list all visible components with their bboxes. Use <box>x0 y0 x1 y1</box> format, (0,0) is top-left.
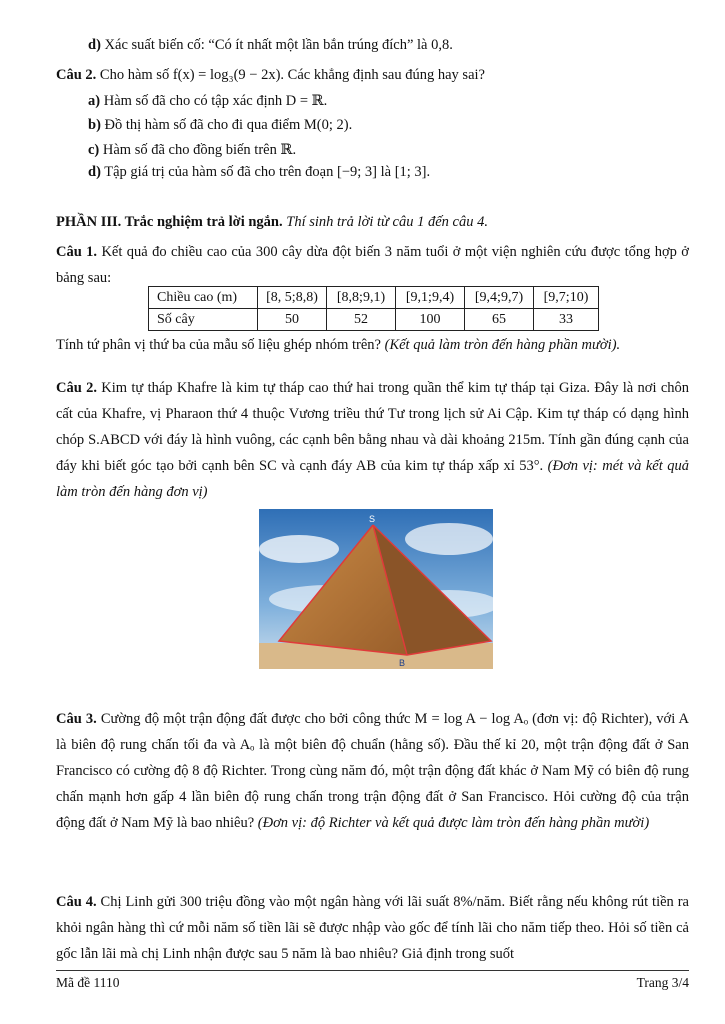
question-head: Câu 1. <box>56 244 98 260</box>
question-text: Kim tự tháp Khafre là kim tự tháp cao thứ hai trong quần thể kim tự tháp tại Giza. Đây là nơi chôn cất của Khafre, vị Pharaon thứ 4 thuộc Vương triều thứ Tư trong lịch sử Ai Cập. Kim tự tháp có dạng hình chóp S.ABCD với đáy là hình vuông, các cạnh bên bằng nhau và dài khoảng 215m. Tính gần đúng cạnh của đáy khi biết góc tạo bởi cạnh bên SC và cạnh đáy AB của kim tự tháp xấp xỉ 53°. <box>56 380 689 474</box>
part-title: PHẦN III. Trắc nghiệm trả lời ngắn. <box>56 214 283 230</box>
question-note: (Đơn vị: độ Richter và kết quả được làm tròn đến hàng phần mười) <box>254 815 650 831</box>
question-note: (Đơn vị: mét và kết quả làm tròn đến hàng đơn vị) <box>56 458 689 500</box>
frequency-table <box>148 286 599 331</box>
label-b: B <box>399 658 406 668</box>
task-note: (Kết quả làm tròn đến hàng phần mười). <box>380 337 621 353</box>
question-1-task <box>56 336 620 354</box>
footer-code: Mã đề 1110 <box>56 975 120 990</box>
question-text: Kết quả đo chiều cao của 300 cây dừa đột biến 3 năm tuổi ở một viện nghiên cứu được tổng hợp ở bảng sau: <box>56 244 689 286</box>
item-text: Xác suất biến cố: “Có ít nhất một lần bắn trúng đích” là 0,8. <box>100 37 453 53</box>
item-text: Đồ thị hàm số đã cho đi qua điểm M(0; 2). <box>100 117 353 133</box>
table-cell: 33 <box>534 309 599 331</box>
item-label: a) <box>88 93 101 109</box>
question-head: Câu 4. <box>56 894 97 910</box>
statement-a <box>88 92 327 110</box>
question-1 <box>56 239 689 291</box>
question-2 <box>56 375 689 505</box>
question-head: Câu 2. <box>56 380 97 396</box>
question-text: Chị Linh gửi 300 triệu đồng vào một ngân hàng với lãi suất 8%/năm. Biết rằng nếu không rút tiền ra khỏi ngân hàng thì cứ mỗi năm số tiền lãi sẽ được nhập vào gốc để tính lãi cho năm tiếp theo. Hỏi số tiền cả gốc lẫn lãi mà chị Linh nhận được sau 5 năm là bao nhiêu? Giả định trong suốt <box>56 894 689 962</box>
table-cell: 50 <box>258 309 327 331</box>
table-cell: [8,8;9,1) <box>327 287 396 309</box>
item-label: d) <box>88 37 101 53</box>
cloud-shape <box>405 523 493 555</box>
question-text: Cường độ một trận động đất được cho bởi công thức M = log A − log Aₒ (đơn vị: độ Richter), với A là biên độ rung chấn tối đa và Aₒ là một biên độ chuẩn (hằng số). Đầu thế kỉ 20, một trận động đất ở San Francisco có cường độ 8 độ Richter. Trong cùng năm đó, một trận động đất khác ở Nam Mỹ có biên độ rung chấn mạnh hơn gấp 4 lần biên độ rung chấn trong trận động đất ở San Francisco. Hỏi cường độ của trận động đất ở Nam Mỹ là bao nhiêu? <box>56 711 689 831</box>
table-cell: 65 <box>465 309 534 331</box>
table-row <box>149 287 599 309</box>
table-cell: [9,7;10) <box>534 287 599 309</box>
item-label: d) <box>88 164 101 180</box>
table-row <box>149 309 599 331</box>
table-cell: 52 <box>327 309 396 331</box>
label-s: S <box>369 514 376 524</box>
footer-page: Trang 3/4 <box>636 975 689 990</box>
table-cell: [9,1;9,4) <box>396 287 465 309</box>
statement-c <box>88 141 296 159</box>
question-text: Cho hàm số f(x) = log₃(9 − 2x). Các khẳng định sau đúng hay sai? <box>96 67 485 83</box>
table-header-count: Số cây <box>149 309 258 331</box>
question-3 <box>56 706 689 862</box>
table-cell: [8, 5;8,8) <box>258 287 327 309</box>
answer-d <box>88 36 453 54</box>
pyramid-illustration <box>259 509 493 669</box>
question-4 <box>56 889 689 967</box>
cloud-shape <box>259 535 339 563</box>
table-cell: 100 <box>396 309 465 331</box>
task-text: Tính tứ phân vị thứ ba của mẫu số liệu ghép nhóm trên? <box>56 337 381 353</box>
item-label: c) <box>88 142 100 158</box>
item-text: Tập giá trị của hàm số đã cho trên đoạn [−9; 3] là [1; 3]. <box>100 164 431 180</box>
question-head: Câu 2. <box>56 67 97 83</box>
item-text: Hàm số đã cho đồng biến trên ℝ. <box>99 142 297 158</box>
item-text: Hàm số đã cho có tập xác định D = ℝ. <box>100 93 328 109</box>
table-cell: [9,4;9,7) <box>465 287 534 309</box>
statement-d <box>88 163 430 181</box>
part-note: Thí sinh trả lời từ câu 1 đến câu 4. <box>282 214 488 230</box>
footer-divider <box>56 970 689 971</box>
pyramid-figure <box>259 509 493 669</box>
question-2-tf <box>56 66 485 84</box>
question-head: Câu 3. <box>56 711 97 727</box>
item-label: b) <box>88 117 101 133</box>
table-header-height: Chiều cao (m) <box>149 287 258 309</box>
part-3-heading <box>56 213 488 231</box>
statement-b <box>88 116 352 134</box>
